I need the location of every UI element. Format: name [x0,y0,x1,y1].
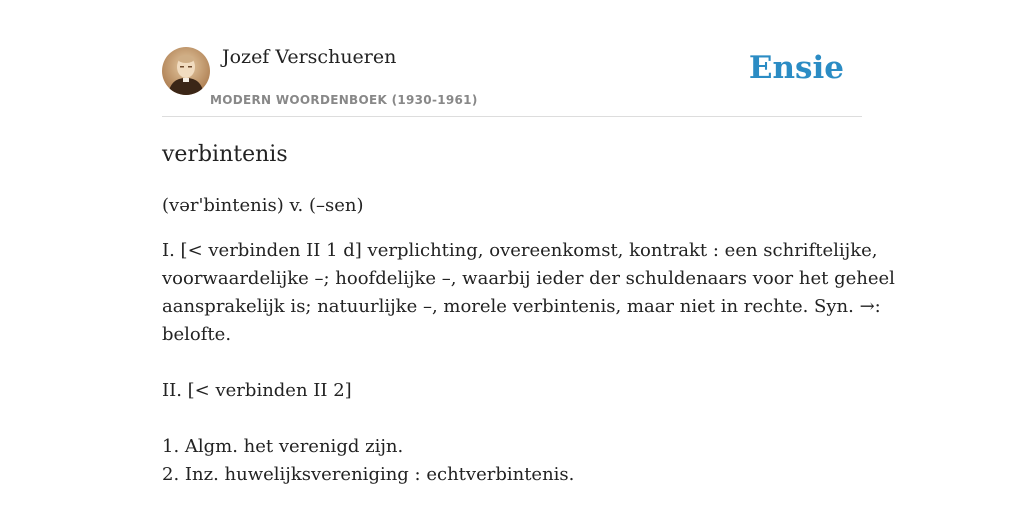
author-name[interactable]: Jozef Verschueren [222,46,397,68]
definition-line: voorwaardelijke –; hoofdelijke –, waarbij ieder der schuldenaars voor het geheel [162,268,895,289]
definition-line: II. [< verbinden II 2] [162,380,352,401]
paragraph-spacer [162,349,862,377]
author-portrait-icon [162,47,210,95]
definition-line: I. [< verbinden II 1 d] verplichting, overeenkomst, kontrakt : een schriftelijke, [162,240,878,261]
definition-line: 2. Inz. huwelijksvereniging : echtverbintenis. [162,464,575,485]
definition-line: aansprakelijk is; natuurlijke –, morele verbintenis, maar niet in rechte. Syn. →: [162,296,881,317]
entry-header [162,46,862,117]
definition-text [162,237,895,489]
author-avatar[interactable] [162,47,210,95]
entry-title: verbintenis [162,142,288,167]
definition-line: 1. Algm. het verenigd zijn. [162,436,404,457]
paragraph-spacer [162,405,862,433]
ensie-logo[interactable]: Ensie [748,50,844,86]
dictionary-source[interactable]: MODERN WOORDENBOEK (1930-1961) [210,93,478,107]
definition-line: belofte. [162,324,232,345]
pronunciation: (vər'bintenis) v. (–sen) [162,195,364,216]
entry-content [162,140,895,489]
